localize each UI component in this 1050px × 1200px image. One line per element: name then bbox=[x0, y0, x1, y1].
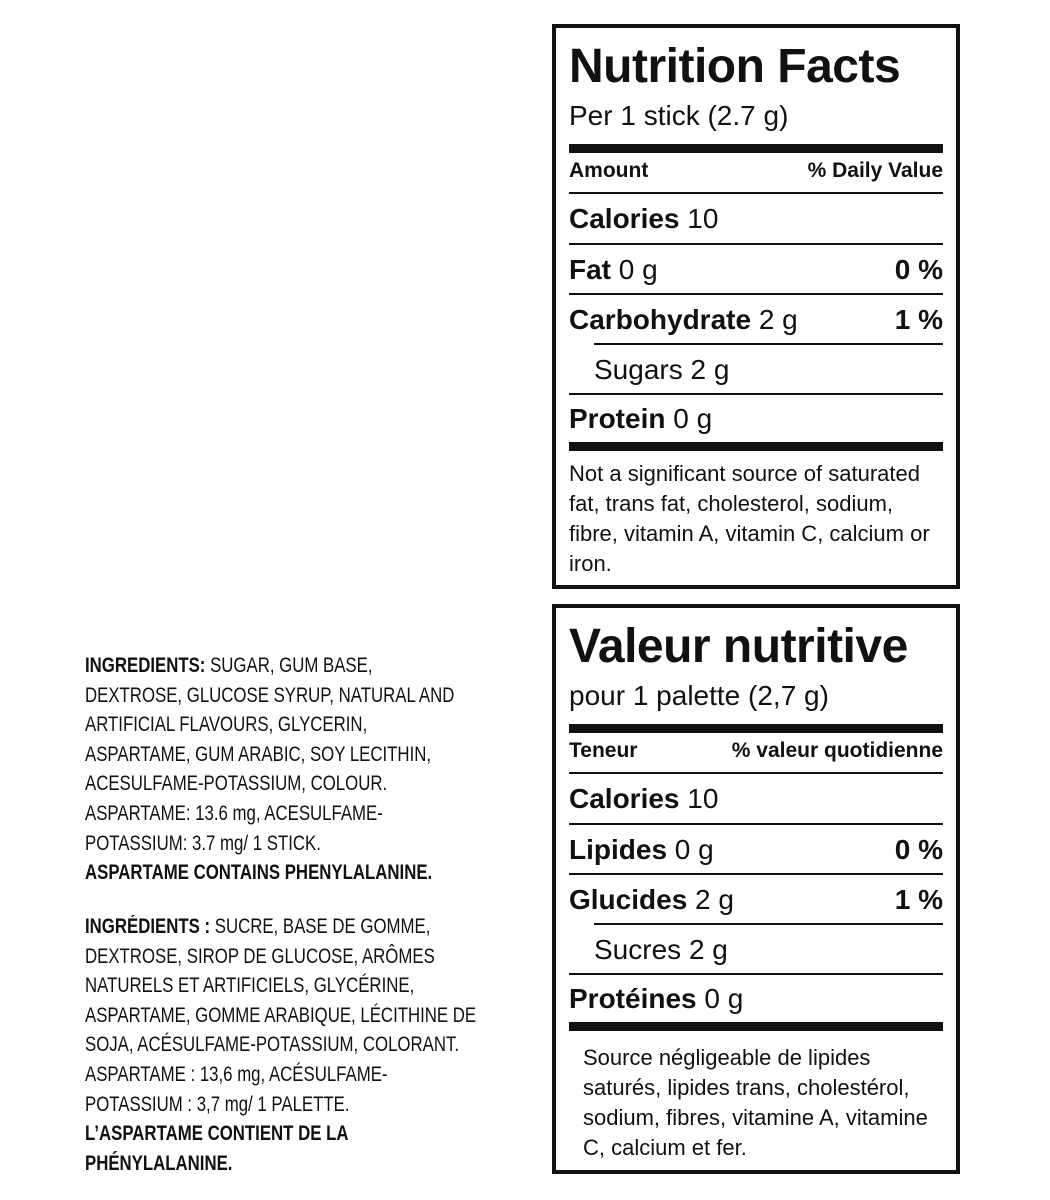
nutrient-row bbox=[569, 883, 943, 917]
divider-thick bbox=[569, 724, 943, 733]
nutrient-label: Lipides bbox=[569, 834, 675, 865]
ingredients-line: POTASSIUM : 3,7 mg/ 1 PALETTE. bbox=[85, 1092, 350, 1116]
daily-value-label: % Daily Value bbox=[807, 159, 943, 182]
divider bbox=[569, 243, 943, 245]
nutrient-percent: 1 % bbox=[894, 304, 943, 335]
panel-title: Nutrition Facts bbox=[569, 40, 901, 93]
ingredients-heading: INGRÉDIENTS : bbox=[85, 915, 211, 938]
nutrient-amount: 0 g bbox=[618, 254, 658, 285]
ingredients-text: SUCRE, BASE DE GOMME, bbox=[210, 915, 431, 938]
nutrient-label: Glucides bbox=[569, 884, 696, 915]
divider-thick bbox=[569, 144, 943, 153]
nutrient-label: Carbohydrate bbox=[569, 304, 759, 335]
calories-row bbox=[569, 202, 943, 236]
calories-label: Calories bbox=[569, 783, 688, 814]
phenylalanine-warning: L’ASPARTAME CONTIENT DE LA bbox=[85, 1122, 349, 1146]
calories-value: 10 bbox=[687, 783, 719, 814]
ingredients-line: POTASSIUM: 3.7 mg/ 1 STICK. bbox=[85, 831, 321, 855]
nutrient-amount: 0 g bbox=[674, 834, 714, 865]
footnote: Source négligeable de lipides saturés, lipides trans, cholestérol, sodium, fibres, vitamine A, vitamine C, calcium et fer. bbox=[583, 1045, 928, 1160]
nutrient-row bbox=[594, 933, 943, 967]
daily-value-label: % valeur quotidienne bbox=[731, 739, 943, 762]
nutrient-row bbox=[569, 833, 943, 867]
footnote: Not a significant source of saturated fat, trans fat, cholesterol, sodium, fibre, vitamin A, vitamin C, calcium or iron. bbox=[569, 461, 930, 576]
nutrient-percent: 0 % bbox=[894, 254, 943, 285]
ingredients-french bbox=[85, 912, 477, 1178]
ingredients-line: ASPARTAME : 13,6 mg, ACÉSULFAME- bbox=[85, 1062, 388, 1086]
divider bbox=[569, 772, 943, 774]
phenylalanine-warning: ASPARTAME CONTAINS PHENYLALANINE. bbox=[85, 861, 433, 885]
ingredients-line: ASPARTAME, GOMME ARABIQUE, LÉCITHINE DE bbox=[85, 1003, 477, 1027]
ingredients-line: ASPARTAME: 13.6 mg, ACESULFAME- bbox=[85, 801, 383, 825]
divider-thick bbox=[569, 442, 943, 451]
nutrient-amount: 0 g bbox=[673, 403, 713, 434]
ingredients-heading: INGREDIENTS: bbox=[85, 654, 206, 677]
divider bbox=[569, 393, 943, 395]
amount-label: Amount bbox=[569, 159, 649, 182]
ingredients-line: ARTIFICIAL FLAVOURS, GLYCERIN, bbox=[85, 713, 368, 737]
calories-value: 10 bbox=[687, 203, 719, 234]
nutrition-facts-panel-french bbox=[552, 604, 960, 1174]
nutrient-label: Fat bbox=[569, 254, 619, 285]
divider bbox=[569, 973, 943, 975]
ingredients-line bbox=[85, 912, 431, 942]
serving-size: pour 1 palette (2,7 g) bbox=[569, 680, 829, 711]
nutrient-row bbox=[569, 982, 943, 1016]
nutrient-amount: 2 g bbox=[758, 304, 798, 335]
divider-thick bbox=[569, 1022, 943, 1031]
header-row bbox=[569, 158, 943, 184]
nutrient-row bbox=[569, 253, 943, 287]
nutrition-facts-panel-english bbox=[552, 24, 960, 589]
panel-title: Valeur nutritive bbox=[569, 620, 908, 673]
calories-row bbox=[569, 782, 943, 816]
nutrient-amount: 2 g bbox=[695, 884, 734, 915]
serving-size: Per 1 stick (2.7 g) bbox=[569, 100, 789, 131]
nutrient-label: Sugars bbox=[594, 354, 691, 385]
nutrient-amount: 0 g bbox=[704, 983, 744, 1014]
divider bbox=[569, 823, 943, 825]
ingredients-text: SUGAR, GUM BASE, bbox=[205, 654, 373, 677]
phenylalanine-warning: PHÉNYLALANINE. bbox=[85, 1151, 233, 1175]
nutrient-label: Sucres bbox=[594, 934, 689, 965]
ingredients-line: DEXTROSE, GLUCOSE SYRUP, NATURAL AND bbox=[85, 683, 455, 707]
ingredients-line: SOJA, ACÉSULFAME-POTASSIUM, COLORANT. bbox=[85, 1033, 460, 1057]
divider bbox=[569, 192, 943, 194]
ingredients-line: ASPARTAME, GUM ARABIC, SOY LECITHIN, bbox=[85, 742, 432, 766]
divider bbox=[594, 923, 943, 925]
nutrient-label: Protein bbox=[569, 403, 674, 434]
ingredients-line: NATURELS ET ARTIFICIELS, GLYCÉRINE, bbox=[85, 974, 415, 998]
nutrient-percent: 1 % bbox=[894, 884, 943, 915]
calories-label: Calories bbox=[569, 203, 688, 234]
amount-label: Teneur bbox=[569, 739, 638, 762]
ingredients-english bbox=[85, 651, 455, 888]
nutrient-amount: 2 g bbox=[688, 934, 728, 965]
nutrient-label: Protéines bbox=[569, 983, 705, 1014]
nutrient-row bbox=[594, 353, 943, 387]
ingredients-line bbox=[85, 651, 413, 681]
nutrient-row bbox=[569, 303, 943, 337]
nutrient-row bbox=[569, 402, 943, 436]
divider bbox=[569, 873, 943, 875]
divider bbox=[569, 293, 943, 295]
ingredients-line: DEXTROSE, SIROP DE GLUCOSE, ARÔMES bbox=[85, 944, 435, 968]
header-row bbox=[569, 738, 943, 764]
ingredients-line: ACESULFAME-POTASSIUM, COLOUR. bbox=[85, 772, 388, 796]
nutrient-amount: 2 g bbox=[690, 354, 730, 385]
nutrient-percent: 0 % bbox=[894, 834, 943, 865]
divider bbox=[594, 343, 943, 345]
